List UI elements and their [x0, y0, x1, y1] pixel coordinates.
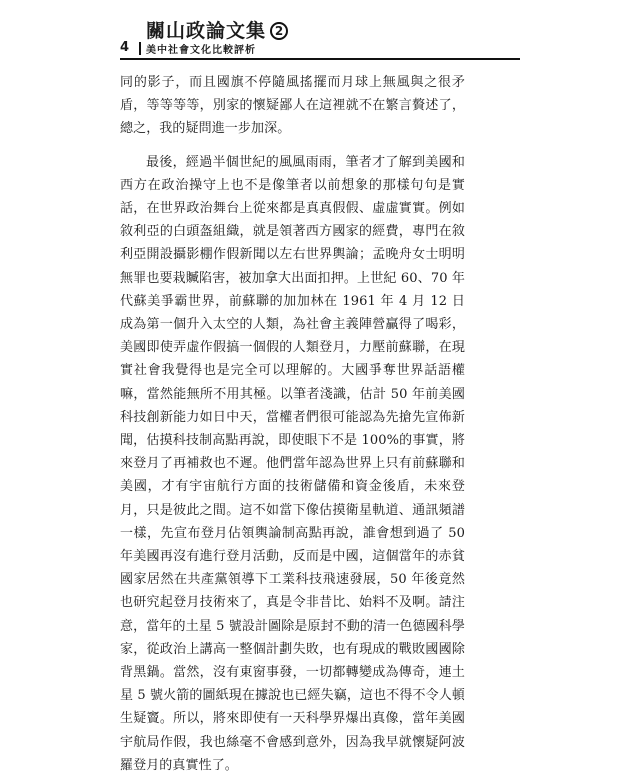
book-title-group — [146, 20, 288, 42]
book-subtitle: 美中社會文化比較評析 — [146, 45, 256, 56]
body-text — [120, 71, 465, 777]
paragraph: 最後，經過半個世紀的風風雨雨，筆者才了解到美國和西方在政治操守上也不是像筆者以前想象的那樣句句是實話，在世界政治舞台上從來都是真真假假、虛虛實實。例如敘利亞的白頭盔組織，就是領著西方國家的經費，專門在敘利亞開設攝影棚作假新聞以左右世界輿論；孟晚舟女士明明無罪也要栽贓陷害，被加拿大出面扣押。上世紀 60、70 年代蘇美爭霸世界，前蘇聯的加加林在 1961 年 4 月 12 日成為第一個升入太空的人類，為社會主義陣營贏得了喝彩，美國即使弄虛作假搞一個假的人類登月，力壓前蘇聯，在現實社會我覺得也是完全可以理解的。大國爭奪世界話語權嘛，當然能無所不用其極。以筆者淺識，估計 50 年前美國科技創新能力如日中天，當權者們很可能認為先搶先宣佈新聞，估摸科技制高點再說，即使眼下不是 100%的事實，將來登月了再補救也不遲。他們當年認為世界上只有前蘇聯和美國，才有宇宙航行方面的技術儲備和資金後盾，未來登月，只是彼此之間。這不如當下像估摸衛星軌道、通訊頻譜一樣，先宣布登月佔領輿論制高點再說，誰會想到過了 50 年美國再沒有進行登月活動，反而是中國，這個當年的赤貧國家居然在共產黨領導下工業科技飛速發展，50 年後竟然也研究起登月技術來了，真是令非昔比、始料不及啊。請注意，當年的土星 5 號設計圖除是原封不動的清一色德國科學家，從政治上講高一整個計劃失敗，也有現成的戰敗國國除背黑鍋。當然，沒有東窗事發，一切都轉變成為傳奇，連土星 5 號火箭的圖紙現在據說也已經失竊，這也不得不令人頓生疑竇。所以，將來即使有一天科學界爆出真像，當年美國宇航局作假，我也絲毫不會感到意外，因為我早就懷疑阿波羅登月的真實性了。 — [120, 154, 465, 773]
running-header — [120, 20, 520, 60]
book-title: 關山政論文集 — [146, 20, 267, 42]
header-divider-vertical — [139, 42, 141, 55]
header-rule — [120, 58, 520, 60]
paragraph-continued: 同的影子，而且國旗不停隨風搖擺而月球上無風與之很矛盾，等等等等，別家的懷疑鄙人在這裡就不在繁言贅述了，總之，我的疑問進一步加深。 — [120, 75, 465, 137]
page-number: 4 — [120, 40, 130, 55]
volume-number-badge: 2 — [270, 22, 288, 40]
